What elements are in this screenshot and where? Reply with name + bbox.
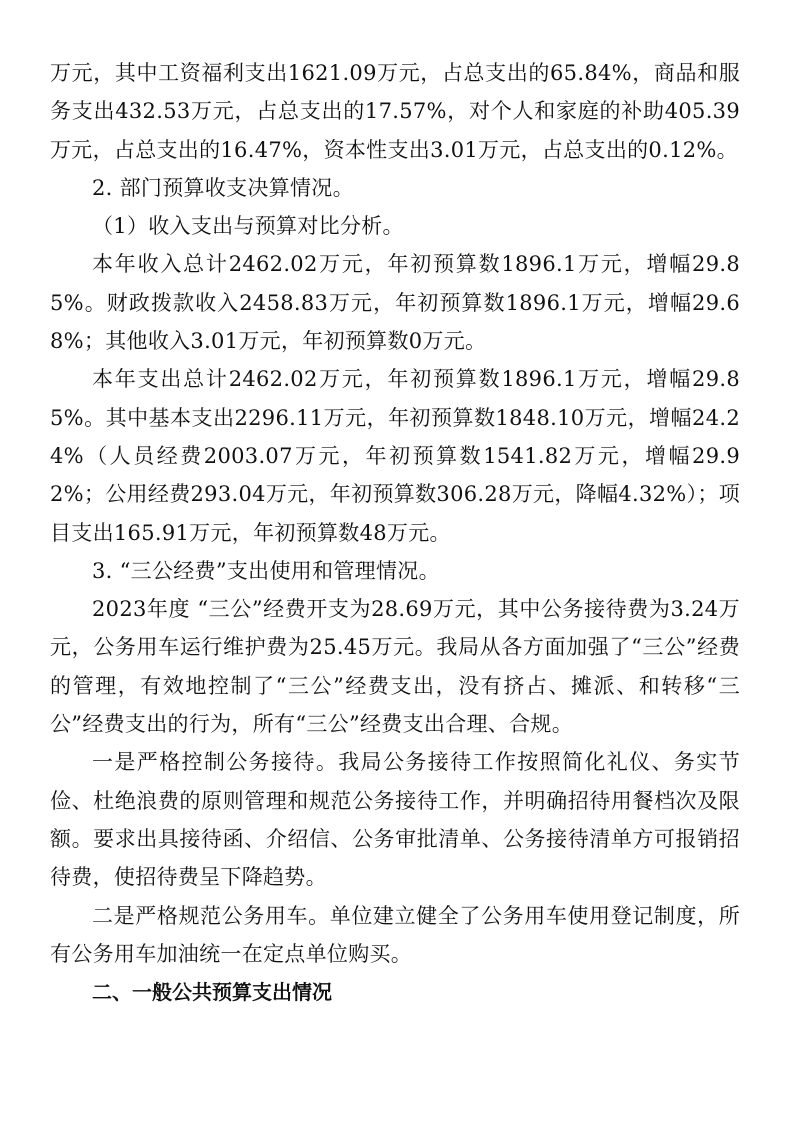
item-three-public-expenses: 3. “三公经费”支出使用和管理情况。 <box>92 558 440 583</box>
paragraph-income-total: 本年收入总计2462.02万元，年初预算数1896.1万元，增幅29.85%。财政拨款收入2458.83万元，年初预算数1896.1万元，增幅29.68%；其他收入3.01万元，年初预算数0万元。 <box>50 252 740 354</box>
paragraph-expense-breakdown: 万元，其中工资福利支出1621.09万元，占总支出的65.84%，商品和服务支出432.53万元，占总支出的17.57%，对个人和家庭的补助405.39万元，占总支出的16.47%，资本性支出3.01万元，占总支出的0.12%。 <box>50 61 740 162</box>
paragraph-reception-control: 一是严格控制公务接待。我局公务接待工作按照简化礼仪、务实节俭、杜绝浪费的原则管理和规范公务接待工作，并明确招待用餐档次及限额。要求出具接待函、介绍信、公务审批清单、公务接待清单方可报销招待费，使招待费呈下降趋势。 <box>50 750 740 890</box>
subitem-comparison-analysis: （1）收入支出与预算对比分析。 <box>92 214 404 239</box>
paragraph-vehicle-control: 二是严格规范公务用车。单位建立健全了公务用车使用登记制度，所有公务用车加油统一在定点单位购买。 <box>50 903 740 966</box>
paragraph-expense-total: 本年支出总计2462.02万元，年初预算数1896.1万元，增幅29.85%。其中基本支出2296.11万元，年初预算数1848.10万元，增幅24.24%（人员经费2003.07万元，年初预算数1541.82万元，增幅29.92%；公用经费293.04万元，年初预算数306.28万元，降幅4.32%）；项目支出165.91万元，年初预算数48万元。 <box>50 367 740 545</box>
document-page <box>50 54 740 1011</box>
paragraph-three-public-expenses: 2023年度 “三公”经费开支为28.69万元，其中公务接待费为3.24万元，公务用车运行维护费为25.45万元。我局从各方面加强了“三公”经费的管理，有效地控制了“三公”经费支出，没有挤占、摊派、和转移“三公”经费支出的行为，所有“三公”经费支出合理、合规。 <box>50 597 740 737</box>
item-budget-settlement: 2. 部门预算收支决算情况。 <box>92 175 354 200</box>
section-heading: 二、一般公共预算支出情况 <box>92 980 332 1005</box>
